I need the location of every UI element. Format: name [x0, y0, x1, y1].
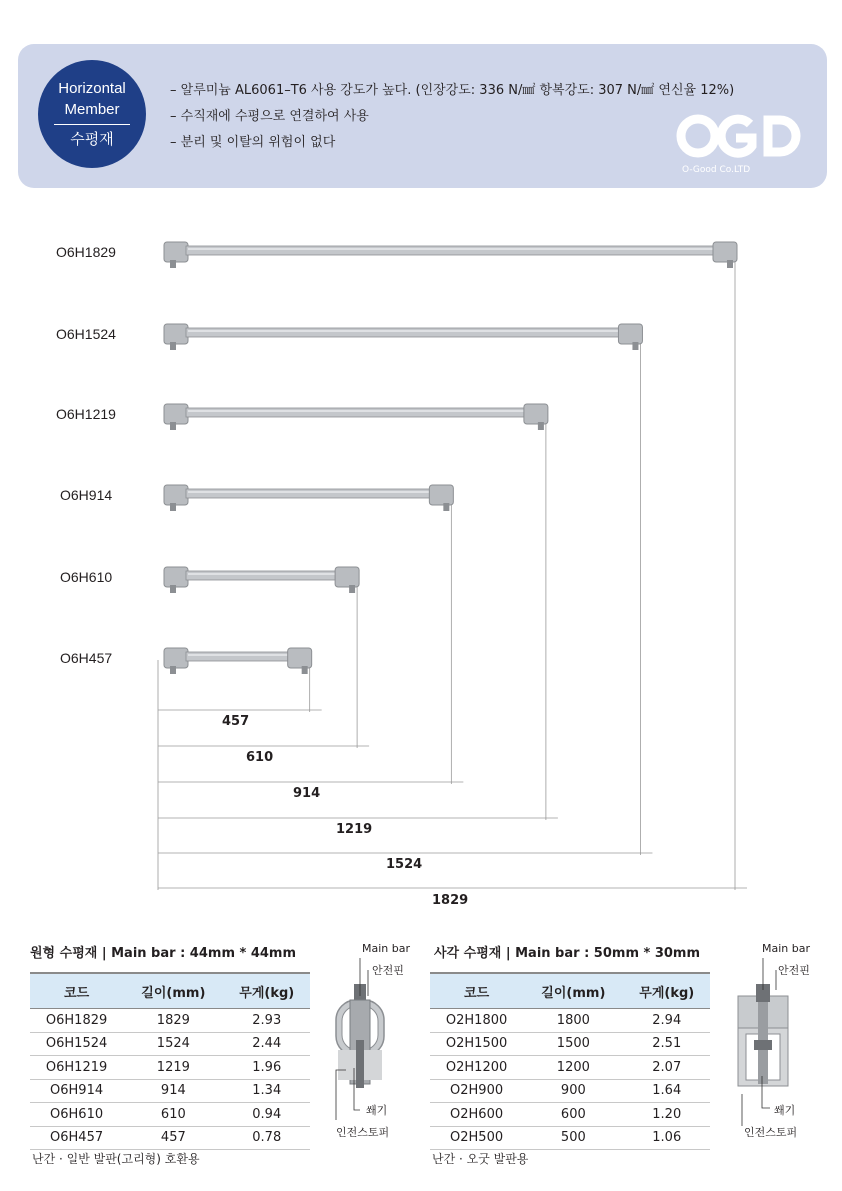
right-wedge	[302, 666, 308, 674]
cell-code: O6H1219	[30, 1056, 123, 1080]
table-row	[430, 1126, 710, 1150]
table-row	[430, 1009, 710, 1033]
left-wedge	[170, 422, 176, 430]
cell-weight: 2.44	[224, 1032, 310, 1056]
table-row	[30, 1032, 310, 1056]
cell-length: 900	[523, 1079, 623, 1103]
main-tube	[186, 246, 717, 255]
left-end-fitting	[164, 648, 188, 668]
cell-weight: 1.96	[224, 1056, 310, 1080]
cell-length: 500	[523, 1126, 623, 1150]
left-wedge	[170, 585, 176, 593]
cell-code: O2H1500	[430, 1032, 523, 1056]
table-row	[430, 1056, 710, 1080]
column-header: 코드	[430, 973, 523, 1009]
cell-code: O6H1524	[30, 1032, 123, 1056]
cell-length: 1219	[123, 1056, 223, 1080]
member-code-label: O6H1829	[56, 244, 116, 260]
left-end-fitting	[164, 567, 188, 587]
cell-code: O2H900	[430, 1079, 523, 1103]
column-header: 길이(mm)	[123, 973, 223, 1009]
left-end-fitting	[164, 404, 188, 424]
table-header-row	[30, 973, 310, 1009]
round-member-title: 원형 수평재 | Main bar : 44mm * 44mm	[30, 946, 297, 961]
cell-weight: 1.34	[224, 1079, 310, 1103]
table-row	[30, 1079, 310, 1103]
table-row	[430, 1103, 710, 1127]
cell-code: O2H600	[430, 1103, 523, 1127]
right-wedge	[349, 585, 355, 593]
callout-stopper: 인전스토퍼	[336, 1126, 390, 1139]
member-code-label: O6H1524	[56, 326, 116, 342]
main-tube	[186, 328, 622, 337]
feature-item: – 분리 및 이탈의 위험이 없다	[170, 135, 336, 150]
cell-length: 457	[123, 1126, 223, 1150]
round-spec-table	[30, 972, 310, 1150]
table-row	[30, 1056, 310, 1080]
left-end-fitting	[164, 324, 188, 344]
right-end-fitting	[713, 242, 737, 262]
cell-code: O6H610	[30, 1103, 123, 1127]
right-wedge	[443, 503, 449, 511]
feature-item: – 알루미늄 AL6061–T6 사용 강도가 높다. (인장강도: 336 N/㎟ 항복강도: 307 N/㎟ 연신율 12%)	[170, 83, 735, 98]
cell-code: O6H914	[30, 1079, 123, 1103]
dimension-label: 610	[246, 750, 274, 765]
cell-code: O6H1829	[30, 1009, 123, 1033]
cell-length: 1524	[123, 1032, 223, 1056]
cell-code: O2H1800	[430, 1009, 523, 1033]
right-end-fitting	[429, 485, 453, 505]
left-wedge	[170, 503, 176, 511]
cell-length: 600	[523, 1103, 623, 1127]
right-wedge	[632, 342, 638, 350]
main-tube	[186, 571, 339, 580]
table-row	[30, 1103, 310, 1127]
callout-wedge: 쐐기	[366, 1104, 388, 1117]
dimension-label: 1219	[336, 822, 373, 837]
feature-item: – 수직재에 수평으로 연결하여 사용	[170, 109, 369, 124]
dimension-label: 914	[293, 786, 321, 801]
cell-length: 610	[123, 1103, 223, 1127]
callout-safety-pin: 안전핀	[778, 964, 810, 977]
callout-stopper: 인전스토퍼	[744, 1126, 798, 1139]
callout-safety-pin: 안전핀	[372, 964, 404, 977]
column-header: 무게(kg)	[224, 973, 310, 1009]
square-spec-table	[430, 972, 710, 1150]
cell-length: 1500	[523, 1032, 623, 1056]
dimension-label: 457	[222, 714, 250, 729]
table-row	[30, 1126, 310, 1150]
right-end-fitting	[335, 567, 359, 587]
left-wedge	[170, 666, 176, 674]
left-wedge	[170, 260, 176, 268]
callout-main-bar: Main bar	[362, 942, 411, 955]
logo-company-name: O-Good Co.LTD	[682, 165, 751, 175]
cell-weight: 2.07	[624, 1056, 710, 1080]
cell-weight: 2.51	[624, 1032, 710, 1056]
cell-weight: 1.20	[624, 1103, 710, 1127]
callout-main-bar: Main bar	[762, 942, 811, 955]
member-code-label: O6H1219	[56, 406, 116, 422]
callout-wedge: 쐐기	[774, 1104, 796, 1117]
dimension-label: 1524	[386, 857, 423, 872]
right-end-fitting	[524, 404, 548, 424]
right-end-fitting	[618, 324, 642, 344]
main-tube	[186, 652, 292, 661]
main-tube	[186, 489, 433, 498]
cell-length: 1829	[123, 1009, 223, 1033]
badge-line-2: Member	[64, 101, 120, 118]
cell-weight: 0.94	[224, 1103, 310, 1127]
cell-code: O2H500	[430, 1126, 523, 1150]
table-header-row	[430, 973, 710, 1009]
column-header: 길이(mm)	[523, 973, 623, 1009]
member-code-label: O6H610	[60, 569, 113, 585]
square-member-title: 사각 수평재 | Main bar : 50mm * 30mm	[434, 946, 701, 961]
cell-weight: 1.06	[624, 1126, 710, 1150]
cell-code: O2H1200	[430, 1056, 523, 1080]
badge-line-1: Horizontal	[58, 80, 126, 97]
main-tube	[186, 408, 528, 417]
member-code-label: O6H457	[60, 650, 113, 666]
square-footnote: 난간 · 오굿 발판용	[432, 1152, 529, 1166]
dimension-label: 1829	[432, 893, 469, 908]
table-row	[30, 1009, 310, 1033]
cell-weight: 1.64	[624, 1079, 710, 1103]
round-footnote: 난간 · 일반 발판(고리형) 호환용	[32, 1152, 200, 1166]
cell-weight: 2.93	[224, 1009, 310, 1033]
cell-length: 914	[123, 1079, 223, 1103]
right-end-fitting	[288, 648, 312, 668]
cell-weight: 0.78	[224, 1126, 310, 1150]
left-wedge	[170, 342, 176, 350]
right-wedge	[727, 260, 733, 268]
left-end-fitting	[164, 485, 188, 505]
cell-code: O6H457	[30, 1126, 123, 1150]
member-code-label: O6H914	[60, 487, 113, 503]
cell-weight: 2.94	[624, 1009, 710, 1033]
column-header: 코드	[30, 973, 123, 1009]
right-wedge	[538, 422, 544, 430]
left-end-fitting	[164, 242, 188, 262]
cell-length: 1800	[523, 1009, 623, 1033]
column-header: 무게(kg)	[624, 973, 710, 1009]
badge-line-3: 수평재	[70, 130, 114, 148]
table-row	[430, 1032, 710, 1056]
cell-length: 1200	[523, 1056, 623, 1080]
table-row	[430, 1079, 710, 1103]
